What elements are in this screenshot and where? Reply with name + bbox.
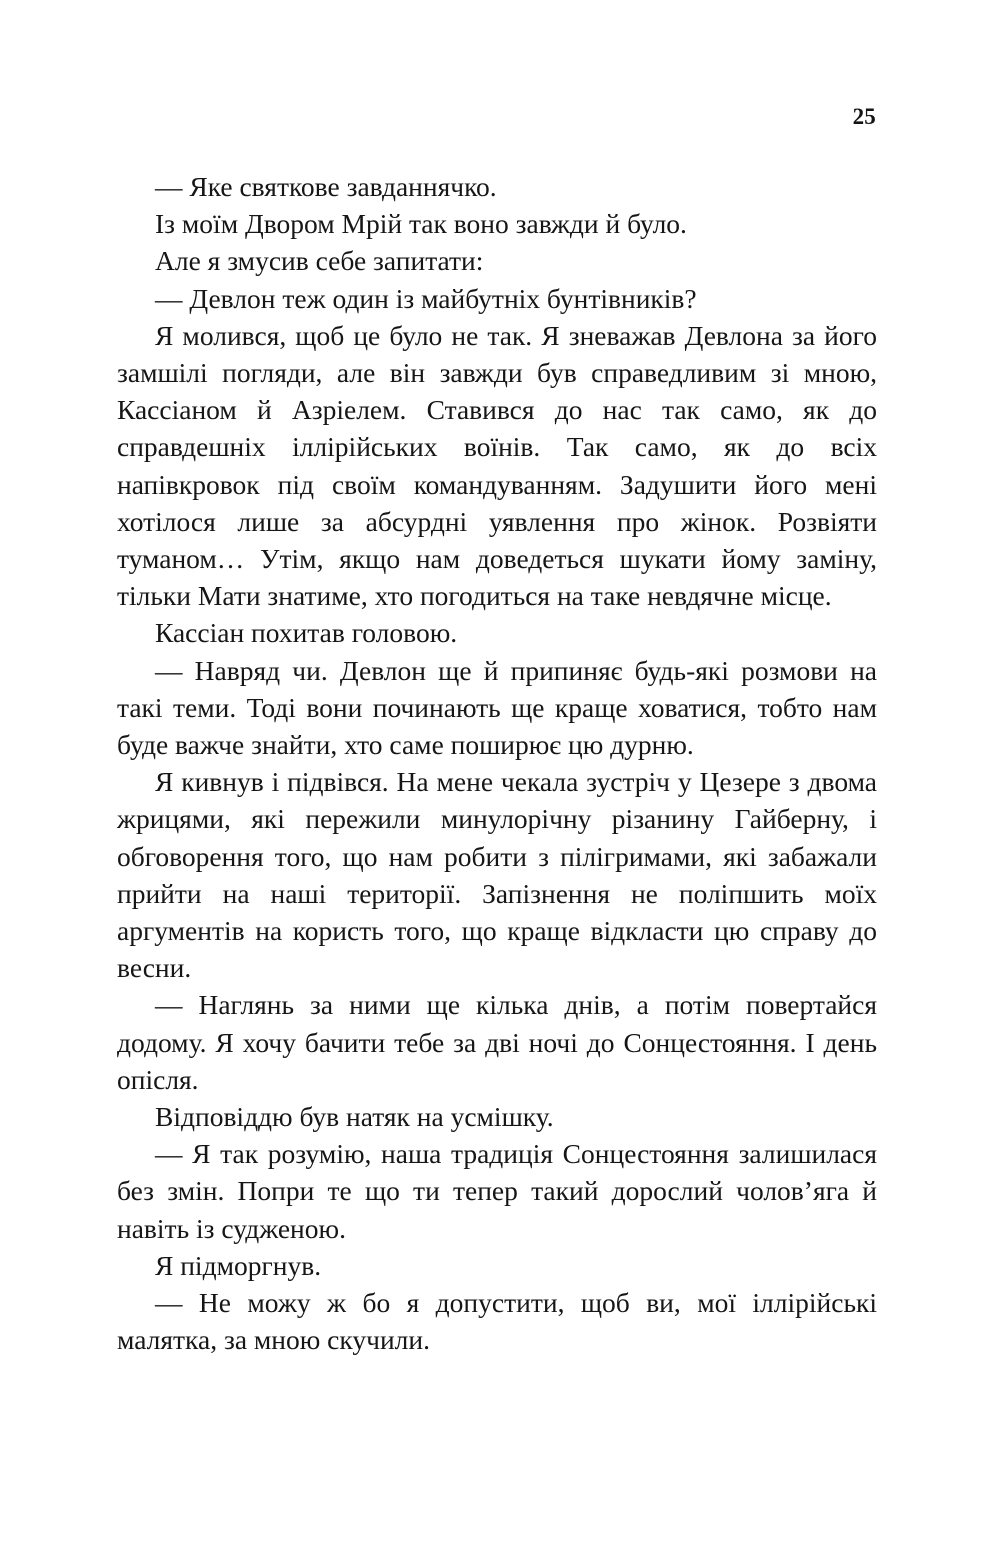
paragraph: Із моїм Двором Мрій так воно завжди й було. [155, 208, 687, 240]
page-number: 25 [852, 104, 876, 129]
paragraph: Я кивнув і підвівся. На мене чекала зустріч у Цезере з двома жрицями, які пережили минулорічну різанину Гайберну, і обговорення того, що нам робити з пілігримами, які забажали прийти на наші території. Запізнення не поліпшить моїх аргументів на користь того, що краще відкласти цю справу до весни. [117, 766, 877, 984]
paragraph: — Я так розумію, наша традиція Сонцестояння залишилася без змін. Попри те що ти тепер такий дорослий чолов’яга й навіть із судженою. [117, 1138, 877, 1244]
paragraph: Але я змусив себе запитати: [155, 245, 484, 277]
paragraph: — Девлон теж один із майбутніх бунтівників? [155, 282, 697, 314]
body-text-block [117, 168, 877, 1359]
paragraph: Я підморгнув. [155, 1249, 322, 1281]
paragraph: — Яке святкове завданнячко. [155, 171, 497, 202]
paragraph: Відповіддю був натяк на усмішку. [155, 1101, 554, 1133]
paragraph: — Навряд чи. Девлон ще й припиняє будь-які розмови на такі теми. Тоді вони починають ще краще ховатися, тобто нам буде важче знайти, хто саме поширює цю дурню. [117, 654, 877, 761]
paragraph: — Наглянь за ними ще кілька днів, а потім повертайся додому. Я хочу бачити тебе за дві ночі до Сонцестояння. І день опісля. [117, 989, 877, 1095]
paragraph: Кассіан похитав головою. [155, 617, 458, 649]
paragraph: Я молився, щоб це було не так. Я зневажав Девлона за його замшілі погляди, але він завжди був справедливим зі мною, Кассіаном й Азріелем. Ставився до нас так само, як до справдешніх іллірійських воїнів. Так само, як до всіх напівкровок під своїм командуванням. Задушити його мені хотілося лише за абсурдні уявлення про жінок. Розвіяти туманом… Утім, якщо нам доведеться шукати йому заміну, тільки Мати знатиме, хто погодиться на таке невдячне місце. [117, 319, 877, 612]
paragraph: — Не можу ж бо я допустити, щоб ви, мої іллірійські малятка, за мною скучили. [117, 1287, 877, 1356]
